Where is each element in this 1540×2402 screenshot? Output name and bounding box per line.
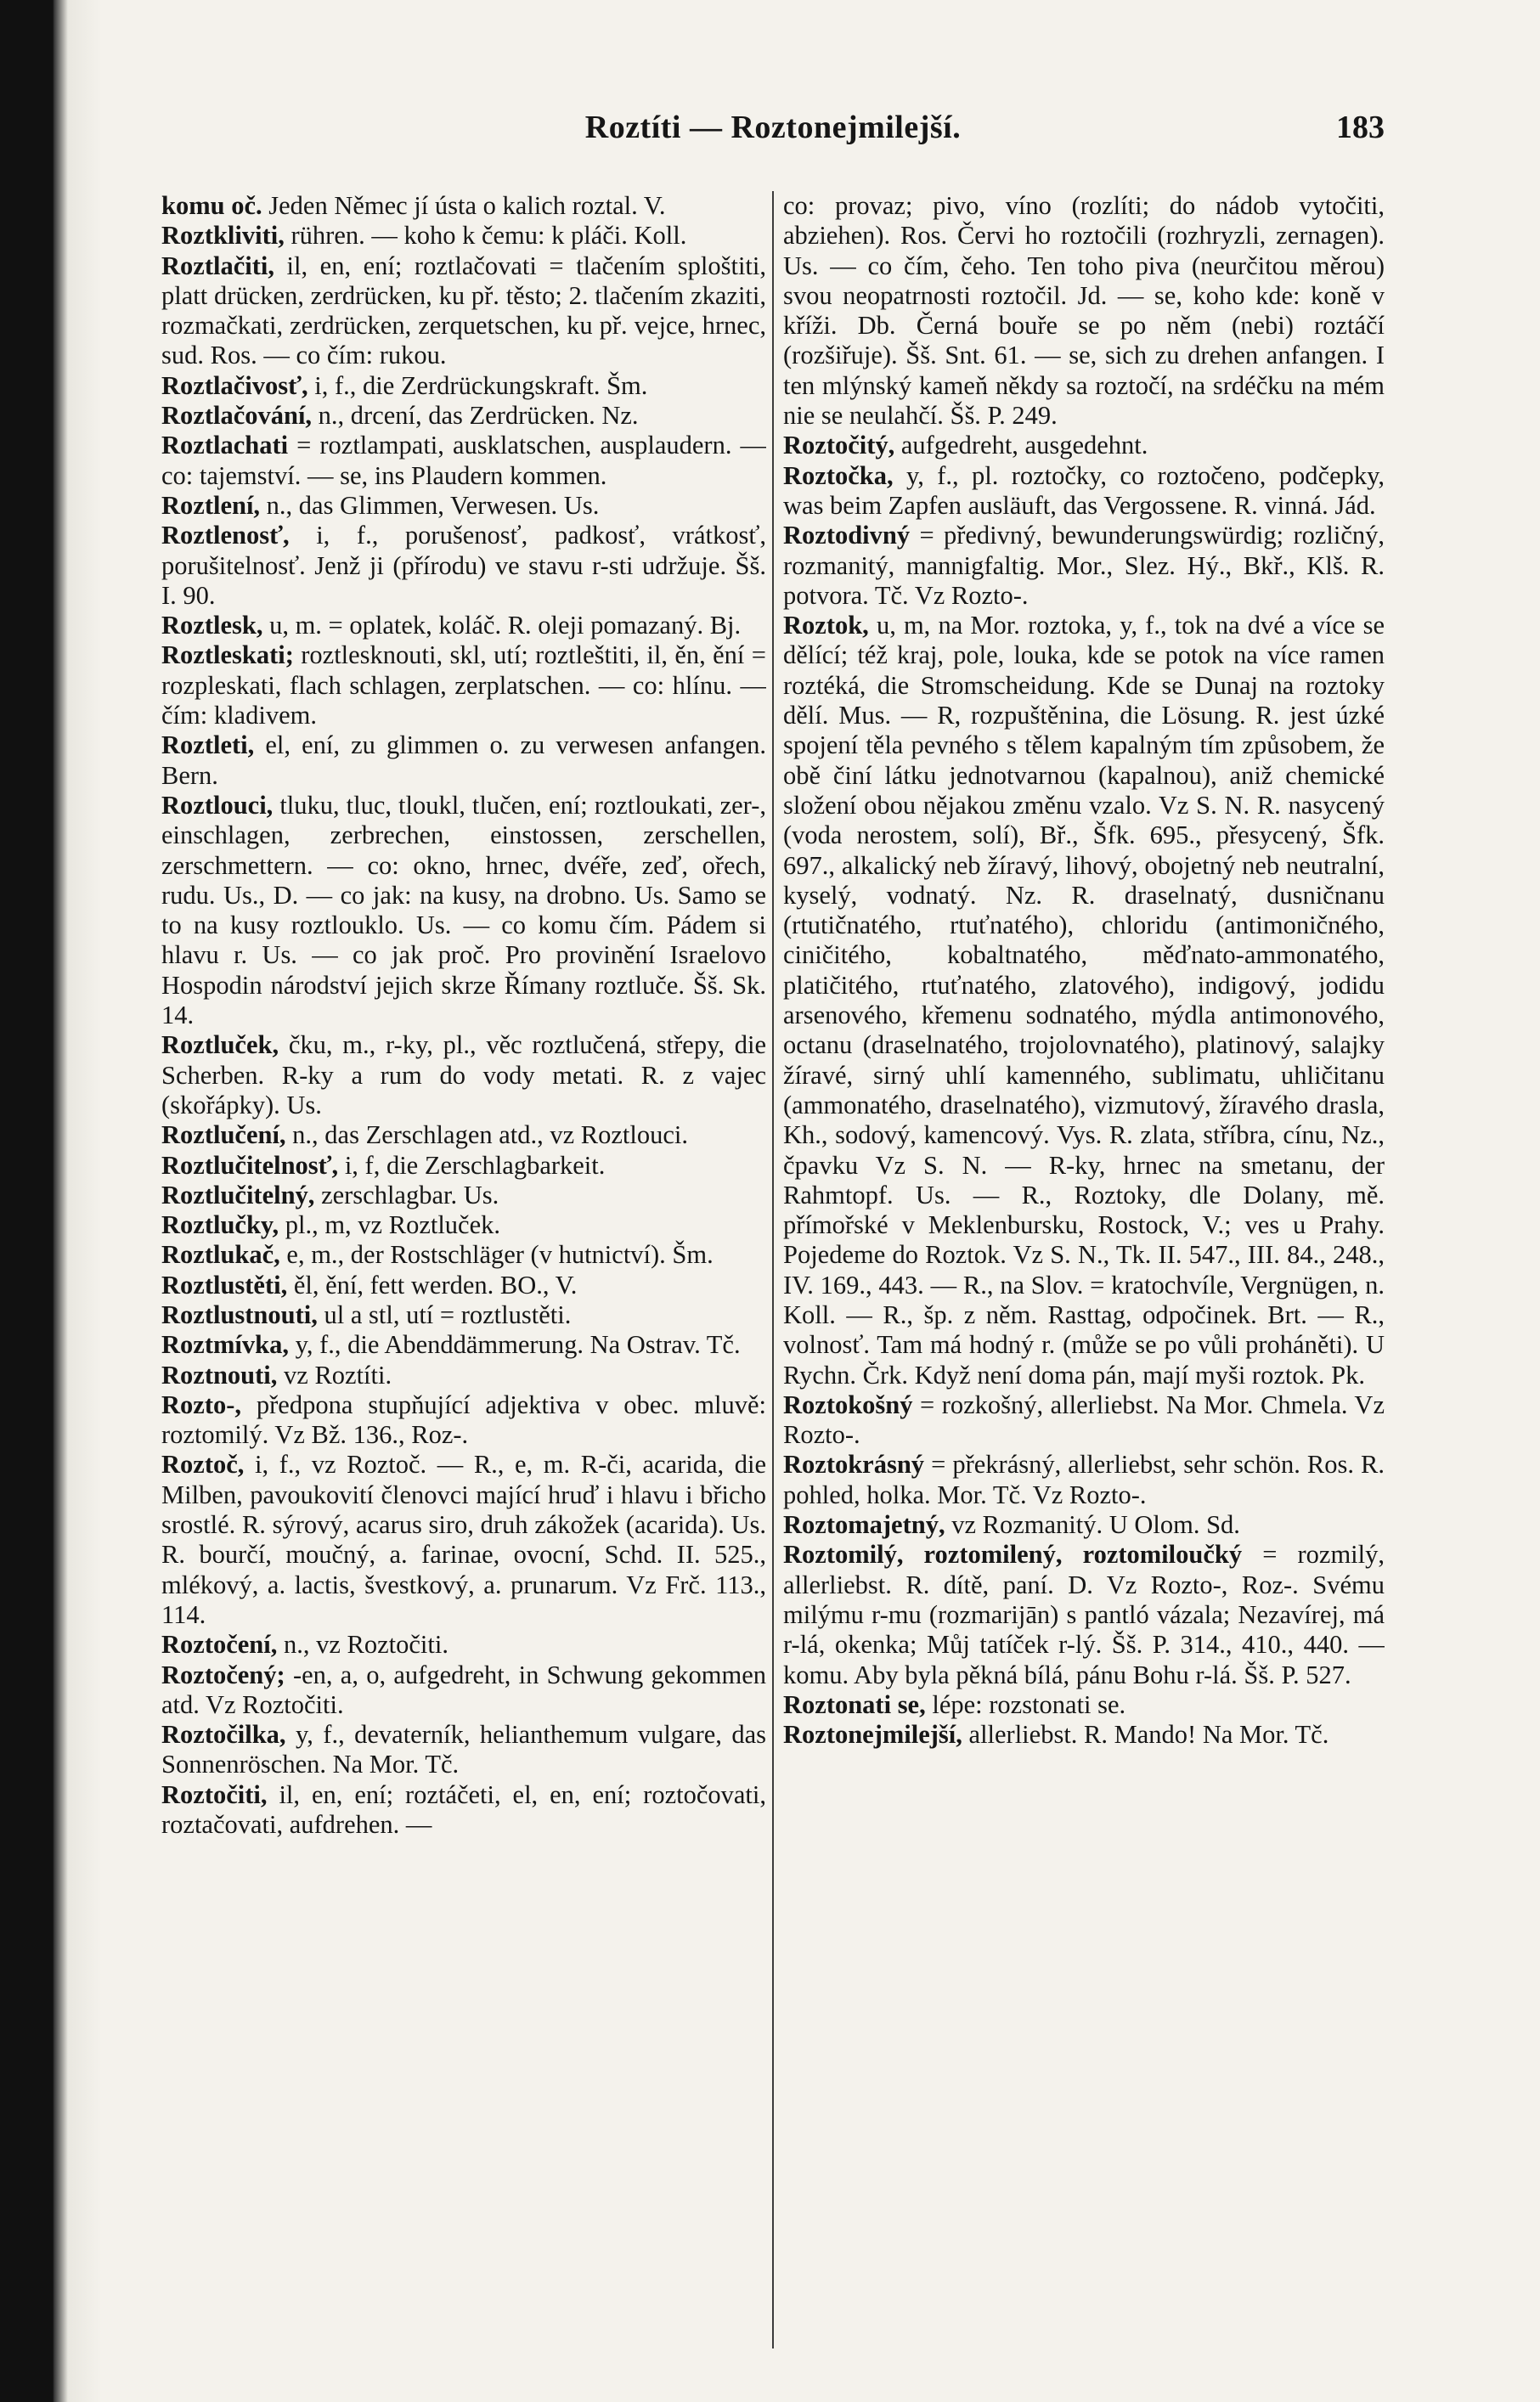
- dictionary-entry: [161, 1361, 766, 1390]
- entry-text: ul a stl, utí = roztlustěti.: [317, 1300, 572, 1329]
- dictionary-entry: [783, 1510, 1385, 1540]
- left-column: [161, 191, 766, 2348]
- running-title: Roztíti — Roztonejmilejší.: [584, 110, 962, 145]
- entry-text: Jeden Němec jí ústa o kalich roztal. V.: [262, 191, 666, 220]
- entry-headword: Roztokrásný: [783, 1450, 925, 1480]
- dictionary-entry: [783, 1690, 1385, 1720]
- entry-text: předpona stupňující adjektiva v obec. mluvě: roztomilý. Vz Bž. 136., Roz-.: [161, 1390, 766, 1450]
- dictionary-entry: [783, 1390, 1385, 1451]
- dictionary-entry: [783, 1720, 1385, 1750]
- dictionary-entry: [161, 730, 766, 791]
- dictionary-entry: [161, 431, 766, 491]
- right-column: [778, 191, 1385, 2348]
- entry-text: i, f., die Zerdrückungskraft. Šm.: [307, 370, 648, 400]
- dictionary-entry: [161, 1300, 766, 1330]
- dictionary-entry: [783, 461, 1385, 522]
- dictionary-entry: [161, 521, 766, 611]
- entry-text: n., drcení, das Zerdrücken. Nz.: [312, 401, 639, 431]
- entry-headword: Roztonati se,: [783, 1689, 926, 1719]
- entry-text: i, f, die Zerschlagbarkeit.: [338, 1150, 606, 1180]
- dictionary-entry: [161, 221, 766, 251]
- entry-headword: Roztmívka,: [161, 1330, 289, 1360]
- page-header: [161, 102, 1385, 153]
- entry-text: el, ení, zu glimmen o. zu verwesen anfangen. Bern.: [161, 730, 766, 790]
- dictionary-entry: [161, 1240, 766, 1270]
- dictionary-entry: [161, 1030, 766, 1120]
- dictionary-entry: [783, 1450, 1385, 1510]
- entry-text: -en, a, o, aufgedreht, in Schwung gekommen atd. Vz Roztočiti.: [161, 1660, 766, 1719]
- entry-headword: Roztkliviti,: [161, 221, 285, 251]
- entry-text: u, m, na Mor. roztoka, y, f., tok na dvé a více se dělící; též kraj, pole, louka, kde se potok na více ramen roztéká, die Stromscheidung. Kde se Dunaj na roztoky dělí. Mus. — R, rozpuštěnina, die Lösung. R. jest úzké spojení těla pevného s tělem kapalným tím způsobem, že obě činí látku jednotvarnou (kapalnou), aniž chemické složení obou nějakou změnu vzalo. Vz S. N. R. nasycený (voda nerostem, solí), Bř., Šfk. 695., přesycený, Šfk. 697., alkalický neb žíravý, lihový, obojetný neb neutralní, kyselý, vodnatý. Nz. R. draselnatý, dusničnanu (rtutičnatého, rtuťnatého), chloridu (antimoničného, ciničitého, kobaltnatého, měďnato-ammonatého, platičitého, rtuťnatého, zlatového), indigový, jodidu arsenového, křemenu sodnatého, mýdla antimonového, octanu (draselnatého, trojolovnatého), platinový, salajky žíravé, sirný uhlí kamenného, sublimatu, uhličitanu (ammonatého, draselnatého), vizmutový, žíravého drasla, Kh., sodový, kamencový. Vys. R. zlata, stříbra, cínu, Nz., čpavku Vz S. N. — R-ky, hrnec na smetanu, der Rahmtopf. Us. — R., Roztoky, dle Dolany, mě. přímořské v Meklenbursku, Rostock, V.; ves u Prahy. Pojedeme do Roztok. Vz S. N., Tk. II. 547., III. 84., 248., IV. 169., 443. — R., na Slov. = kratochvíle, Vergnügen, n. Koll. — R., šp. z něm. Rasttag, odpočinek. Brt. — R., volnosť. Tam má hodný r. (může se po vůli proháněti). U Rychn. Črk. Když není doma pán, mají myši roztok. Pk.: [783, 611, 1385, 1390]
- entry-headword: Roztokošný: [783, 1390, 913, 1419]
- entry-headword: Roztlesk,: [161, 611, 263, 640]
- entry-text: pl., m, vz Roztluček.: [279, 1210, 500, 1240]
- entry-text: u, m. = oplatek, koláč. R. oleji pomazaný. Bj.: [262, 611, 742, 640]
- dictionary-entry: [161, 401, 766, 431]
- entry-headword: Roztlustěti,: [161, 1270, 288, 1300]
- dictionary-entry: [161, 640, 766, 730]
- entry-headword: komu oč.: [161, 191, 262, 220]
- entry-text: e, m., der Rostschläger (v hutnictví). Šm.: [279, 1240, 714, 1270]
- dictionary-entry: [161, 1120, 766, 1150]
- entry-headword: Roztlukač,: [161, 1240, 280, 1270]
- entry-headword: Roztočilka,: [161, 1720, 286, 1750]
- entry-headword: Roztlučky,: [161, 1210, 279, 1240]
- entry-headword: Roztočený;: [161, 1660, 285, 1689]
- entry-headword: Roztlučitelnosť,: [161, 1150, 339, 1180]
- entry-headword: Roztočka,: [783, 460, 894, 490]
- entry-headword: Roztodivný: [783, 521, 911, 550]
- entry-text: vz Rozmanitý. U Olom. Sd.: [945, 1510, 1240, 1540]
- entry-text: rühren. — koho k čemu: k pláči. Koll.: [284, 221, 687, 251]
- entry-headword: Roztlučitelný,: [161, 1180, 315, 1209]
- entry-headword: Roztočitý,: [783, 431, 895, 460]
- entry-text: y, f., die Abenddämmerung. Na Ostrav. Tč.: [288, 1330, 741, 1360]
- entry-headword: Roztlení,: [161, 490, 261, 520]
- dictionary-entry: [161, 1390, 766, 1451]
- entry-text: il, en, ení; roztáčeti, el, en, ení; roztočovati, roztačovati, aufdrehen. —: [161, 1779, 766, 1840]
- entry-text: n., das Glimmen, Verwesen. Us.: [260, 490, 600, 520]
- entry-headword: Roztlouci,: [161, 790, 274, 820]
- entry-headword: Roztlučení,: [161, 1120, 286, 1150]
- dictionary-entry: [161, 1151, 766, 1181]
- dictionary-entry: [161, 251, 766, 371]
- entry-text: vz Roztíti.: [277, 1360, 392, 1390]
- entry-headword: Roztonejmilejší,: [783, 1720, 962, 1750]
- entry-text: co: provaz; pivo, víno (rozlíti; do nádob vytočiti, abziehen). Ros. Červi ho roztočili (rozhryzli, zernagen). Us. — co čím, čeho. Ten toho piva (neurčitou měrou) svou neopatrnosti roztočil. Jd. — se, koho kde: koně v kříži. Db. Černá bouře se po něm (nebi) roztáčí (rozšiřuje). Šš. Snt. 61. — se, sich zu drehen anfangen. I ten mlýnský kameň někdy sa roztočí, na srdéčku na mém nie se neulahčí. Šš. P. 249.: [783, 191, 1385, 431]
- entry-text: n., vz Roztočiti.: [277, 1630, 448, 1660]
- entry-text: = rozmilý, allerliebst. R. dítě, paní. D. Vz Rozto-, Roz-. Svému milýmu r-mu (rozmarijān) s pantló vázala; Nezavírej, má r-lá, okenka; Můj tatíček r-lý. Šš. P. 314., 410., 440. — komu. Aby byla pěkná bílá, pánu Bohu r-lá. Šš. P. 527.: [783, 1540, 1385, 1689]
- entry-headword: Rozto-,: [161, 1390, 242, 1419]
- entry-text: lépe: rozstonati se.: [925, 1689, 1126, 1719]
- entry-headword: Roztočení,: [161, 1630, 278, 1660]
- dictionary-entry: [161, 791, 766, 1030]
- dictionary-entry: [783, 1540, 1385, 1689]
- entry-text: roztlesknouti, skl, utí; roztleštiti, il, ěn, ění = rozpleskati, flach schlagen, zerplatschen. — co: hlínu. — čím: kladivem.: [161, 640, 766, 730]
- entry-text: ěl, ění, fett werden. BO., V.: [287, 1270, 578, 1300]
- dictionary-entry: [783, 191, 1385, 431]
- entry-headword: Roztlačiti,: [161, 251, 274, 280]
- entry-headword: Roztomilý, roztomilený, roztomiloučký: [783, 1540, 1243, 1570]
- column-divider: [772, 191, 774, 2348]
- entry-text: i, f., vz Roztoč. — R., e, m. R-či, acarida, die Milben, pavoukovití členovci mající hruď i hlavu i břicho srostlé. R. sýrový, acarus siro, druh zákožek (acarida). Us. R. bourčí, moučný, a. farinae, ovocní, Schd. II. 525., mlékový, a. lactis, švestkový, a. prunarum. Vz Frč. 113., 114.: [161, 1450, 766, 1629]
- dictionary-entry: [161, 1450, 766, 1630]
- dictionary-entry: [161, 1271, 766, 1300]
- dictionary-entry: [161, 1210, 766, 1240]
- entry-text: aufgedreht, ausgedehnt.: [894, 431, 1148, 460]
- entry-text: zerschlagbar. Us.: [314, 1180, 499, 1209]
- entry-headword: Roztleskati;: [161, 640, 294, 670]
- dictionary-entry: [161, 1720, 766, 1780]
- entry-text: = roztlampati, ausklatschen, ausplaudern. — co: tajemství. — se, ins Plaudern kommen.: [161, 431, 766, 490]
- entry-headword: Roztluček,: [161, 1030, 279, 1060]
- entry-headword: Roztočiti,: [161, 1779, 268, 1809]
- dictionary-entry: [161, 1630, 766, 1660]
- entry-headword: Roztlachati: [161, 431, 289, 460]
- entry-headword: Roztlačování,: [161, 401, 313, 431]
- entry-headword: Roztnouti,: [161, 1360, 278, 1390]
- dictionary-entry: [783, 521, 1385, 611]
- entry-text: i, f., porušenosť, padkosť, vrátkosť, porušitelnosť. Jenž ji (přírodu) ve stavu r-sti udržuje. Šš. I. 90.: [161, 521, 766, 610]
- entry-text: n., das Zerschlagen atd., vz Roztlouci.: [285, 1120, 688, 1150]
- entry-headword: Roztleti,: [161, 730, 255, 760]
- entry-headword: Roztlustnouti,: [161, 1300, 318, 1329]
- page-number: 183: [1336, 110, 1385, 145]
- entry-headword: Roztlenosť,: [161, 521, 290, 550]
- entry-headword: Roztok,: [783, 611, 869, 640]
- entry-headword: Roztlačivosť,: [161, 370, 308, 400]
- entry-headword: Roztomajetný,: [783, 1510, 945, 1540]
- dictionary-entry: [161, 491, 766, 521]
- entry-text: = předivný, bewunderungswürdig; rozličný, rozmanitý, mannigfaltig. Mor., Slez. Hý., Bkř., Klš. R. potvora. Tč. Vz Rozto-.: [783, 521, 1385, 610]
- dictionary-entry: [161, 1661, 766, 1721]
- entry-text: čku, m., r-ky, pl., věc roztlučená, střepy, die Scherben. R-ky a rum do vody metati. R. z vajec (skořápky). Us.: [161, 1030, 766, 1119]
- entry-text: y, f., devaterník, helianthemum vulgare, das Sonnenröschen. Na Mor. Tč.: [161, 1720, 766, 1779]
- entry-text: = rozkošný, allerliebst. Na Mor. Chmela. Vz Rozto-.: [783, 1390, 1385, 1450]
- dictionary-entry: [161, 1780, 766, 1841]
- dictionary-entry: [161, 1330, 766, 1360]
- entry-text: allerliebst. R. Mando! Na Mor. Tč.: [962, 1720, 1329, 1750]
- entry-text: = překrásný, allerliebst, sehr schön. Ros. R. pohled, holka. Mor. Tč. Vz Rozto-.: [783, 1450, 1385, 1509]
- dictionary-entry: [783, 431, 1385, 460]
- entry-text: il, en, ení; roztlačovati = tlačením sploštiti, platt drücken, zerdrücken, ku př. těsto; 2. tlačením zkaziti, rozmačkati, zerdrücken, zerquetschen, ku př. vejce, hrnec, sud. Ros. — co čím: rukou.: [161, 251, 766, 370]
- entry-text: tluku, tluc, tloukl, tlučen, ení; roztloukati, zer-, einschlagen, zerbrechen, einstossen, zerschellen, zerschmettern. — co: okno, hrnec, dvéře, zeď, ořech, rudu. Us., D. — co jak: na kusy, na drobno. Us. Samo se to na kusy roztlouklo. Us. — co komu čím. Pádem si hlavu r. Us. — co jak proč. Pro provinění Israelovo Hospodin národství jejich skrze Římany roztluče. Šš. Sk. 14.: [161, 790, 766, 1030]
- entry-headword: Roztoč,: [161, 1450, 245, 1480]
- dictionary-entry: [161, 611, 766, 640]
- dictionary-entry: [161, 191, 766, 221]
- dictionary-entry: [783, 611, 1385, 1390]
- dictionary-entry: [161, 1181, 766, 1210]
- entry-text: y, f., pl. roztočky, co roztočeno, podčepky, was beim Zapfen ausläuft, das Vergossene. R. vinná. Jád.: [783, 460, 1385, 520]
- dictionary-entry: [161, 371, 766, 401]
